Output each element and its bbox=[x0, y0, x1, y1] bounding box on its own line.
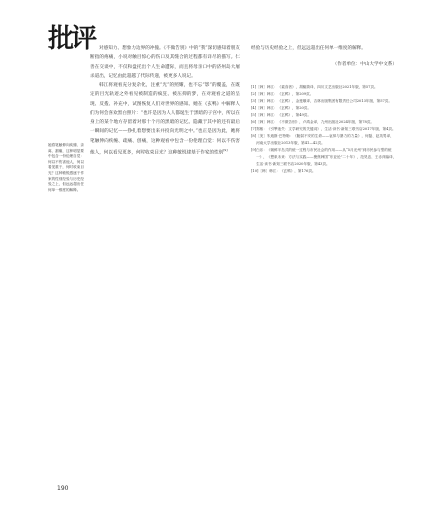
body-column-right bbox=[251, 44, 397, 175]
reference-number: [2] bbox=[251, 91, 257, 96]
reference-number: [4] bbox=[251, 105, 257, 110]
footnote-marker: [9] bbox=[223, 147, 228, 152]
reference-number: [7] bbox=[251, 126, 257, 131]
reference-text: 白乐：《朝鲜半岛式的统一过程与市民社会的作用——从“5月光州”到市民参与型的统一》，《想象未来：方法与实践——聚焦韩国“东亚论”二十年》，范昊忠、王赤萍编译，生活·读书·新知三联书店2020年版，第43页。 bbox=[256, 147, 397, 166]
body-paragraph-2-text: 韩江将观看充分复杂化，注重“光”的照耀，也不忘“影”的覆盖，在既定的目光轨迹之外看见被制造的疯狂、被压抑的梦，在对观看之道的呈现、反拨、补充中，试图恢复人们对世界的感知。她在《玄鸭》中解释人们为何会喜欢黑白照片：“也许是因为人人都诞生于黑暗的子宫中，所以在身上的某个地方存留着对那十个月的黑暗的记忆。隐藏于其中的还有最后一瞬间的记忆——挣扎着想要出来并投向光明之中。”也正是因为此，她将笔触伸向疾缠、疏痛、创痛，这种观看中包含一份伦理自觉：何以不伤害他人，何以看见更多，何时收束目光？这种敏锐建基于作家的性别 bbox=[90, 83, 240, 156]
author-affiliation: （作者单位：中山大学中文系） bbox=[332, 62, 397, 68]
reference-text: ［美］朱迪斯·巴特勒：《脆弱不安的生命——哀悼与暴力的力量》，何磊、赵英男译，河南大学出版社2013年版，第41—42页。 bbox=[256, 133, 394, 145]
reference-text: ［韩］韩江：《玄鸭》，金莲顺译，吉林出版集团有限责任公司2013年版，第57页。 bbox=[256, 98, 392, 103]
reference-number: [1] bbox=[251, 84, 257, 89]
reference-text: 郑敏：《引擎迷失：文学研究的关键词》，生活·读书·新知三联书店2017年版，第4页。 bbox=[256, 126, 396, 131]
reference-number: [3] bbox=[251, 98, 257, 103]
references-list bbox=[251, 84, 397, 175]
body-column-left bbox=[90, 44, 240, 158]
reference-text: ［韩］韩江：《不做告别》，卢鸿金译，九州出版社2024年版，第78页。 bbox=[256, 119, 375, 124]
reference-item bbox=[251, 133, 397, 147]
reference-item bbox=[251, 105, 397, 112]
section-logo: 批评 bbox=[48, 24, 95, 54]
reference-number: [9] bbox=[251, 147, 257, 152]
reference-number: [5] bbox=[251, 112, 257, 117]
reference-item bbox=[251, 84, 397, 91]
reference-number: [6] bbox=[251, 119, 257, 124]
reference-text: ［韩］韩江：《玄鸭》，第20页。 bbox=[256, 105, 311, 110]
reference-number: [8] bbox=[251, 133, 257, 138]
body-paragraph-3: 经验与历史经验之上，但远远超出任何单一维度的解释。 bbox=[251, 46, 366, 51]
reference-item bbox=[251, 168, 397, 175]
body-paragraph-1: 对感知力、想象力边界的冲撞。《不做告别》中的“我”深切感知着朋友断指的疼痛，小说对触目惊心的伤口及其缝合的过程都有详尽的描写。仁善在交谈中，不仅和盘托出个人生命遭际，而且将母亲口中的济州岛大屠杀道出，记忆由此超越了代际传递，被更多人说记。 bbox=[90, 46, 240, 79]
reference-text: ［韩］韩江：《素食者》，胡椒筒译，四川文艺出版社2021年版，第57页。 bbox=[256, 84, 378, 89]
reference-item bbox=[251, 147, 397, 168]
reference-item bbox=[251, 91, 397, 98]
reference-number: [10] bbox=[251, 168, 259, 173]
pull-quote: 她将笔触伸向疾缠、亲离、割痛，这种明显要中包含一份伦理自觉：何以不伤害他人，何以看见重于，何时收束目光？这种敏锐感逐于作家的性别经验与历史经验之上，但远远超出任何单一维度的解释。 bbox=[48, 143, 84, 192]
reference-text: ［韩］韩江：《玄鸭》，第49页。 bbox=[256, 112, 311, 117]
reference-item bbox=[251, 98, 397, 105]
reference-text: ［韩］韩江：《玄鸭》，第176页。 bbox=[258, 168, 316, 173]
reference-item bbox=[251, 112, 397, 119]
reference-item bbox=[251, 119, 397, 126]
body-paragraph-2 bbox=[90, 81, 240, 158]
page-number: 190 bbox=[57, 485, 69, 492]
reference-text: ［韩］韩江：《玄鸭》，第209页。 bbox=[256, 91, 314, 96]
reference-item bbox=[251, 126, 397, 133]
